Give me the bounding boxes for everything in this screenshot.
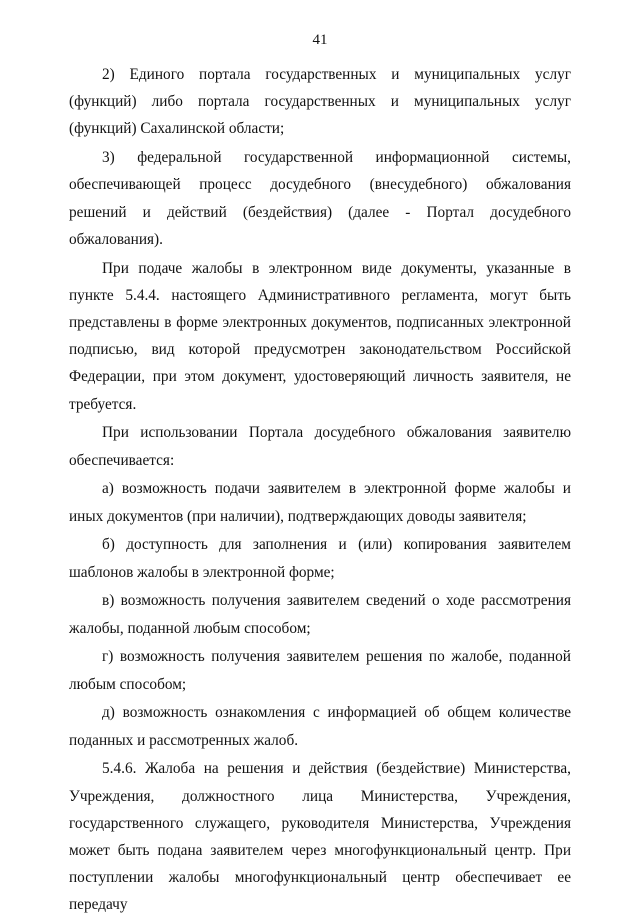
document-body	[69, 61, 571, 920]
page-number: 41	[312, 32, 328, 48]
paragraph-electronic-submission: При подаче жалобы в электронном виде документы, указанные в пункте 5.4.4. настоящего Административного регламента, могут быть представлены в форме электронных документов, подписанных электронной подписью, вид которой предусмотрен законодательством Российской Федерации, при этом документ, удостоверяющий личность заявителя, не требуется.	[69, 259, 571, 413]
list-item-d: д) возможность ознакомления с информацией об общем количестве поданных и рассмотренных жалоб.	[69, 704, 571, 749]
list-item-g: г) возможность получения заявителем решения по жалобе, поданной любым способом;	[69, 648, 571, 693]
paragraph-5-4-6: 5.4.6. Жалоба на решения и действия (бездействие) Министерства, Учреждения, должностного лица Министерства, Учреждения, государственного служащего, руководителя Министерства, Учреждения может быть подана заявителем через многофункциональный центр. При поступлении жалобы многофункциональный центр обеспечивает ее передачу	[69, 760, 571, 914]
list-item-b: б) доступность для заполнения и (или) копирования заявителем шаблонов жалобы в электронной форме;	[69, 536, 571, 581]
paragraph-portal-item-3: 3) федеральной государственной информационной системы, обеспечивающей процесс досудебного (внесудебного) обжалования решений и действий (бездействия) (далее - Портал досудебного обжалования).	[69, 149, 571, 248]
list-item-v: в) возможность получения заявителем сведений о ходе рассмотрения жалобы, поданной любым способом;	[69, 592, 571, 637]
paragraph-portal-item-2: 2) Единого портала государственных и муниципальных услуг (функций) либо портала государственных и муниципальных услуг (функций) Сахалинской области;	[69, 66, 571, 138]
paragraph-portal-provides: При использовании Портала досудебного обжалования заявителю обеспечивается:	[69, 424, 571, 469]
list-item-a: а) возможность подачи заявителем в электронной форме жалобы и иных документов (при наличии), подтверждающих доводы заявителя;	[69, 480, 571, 525]
